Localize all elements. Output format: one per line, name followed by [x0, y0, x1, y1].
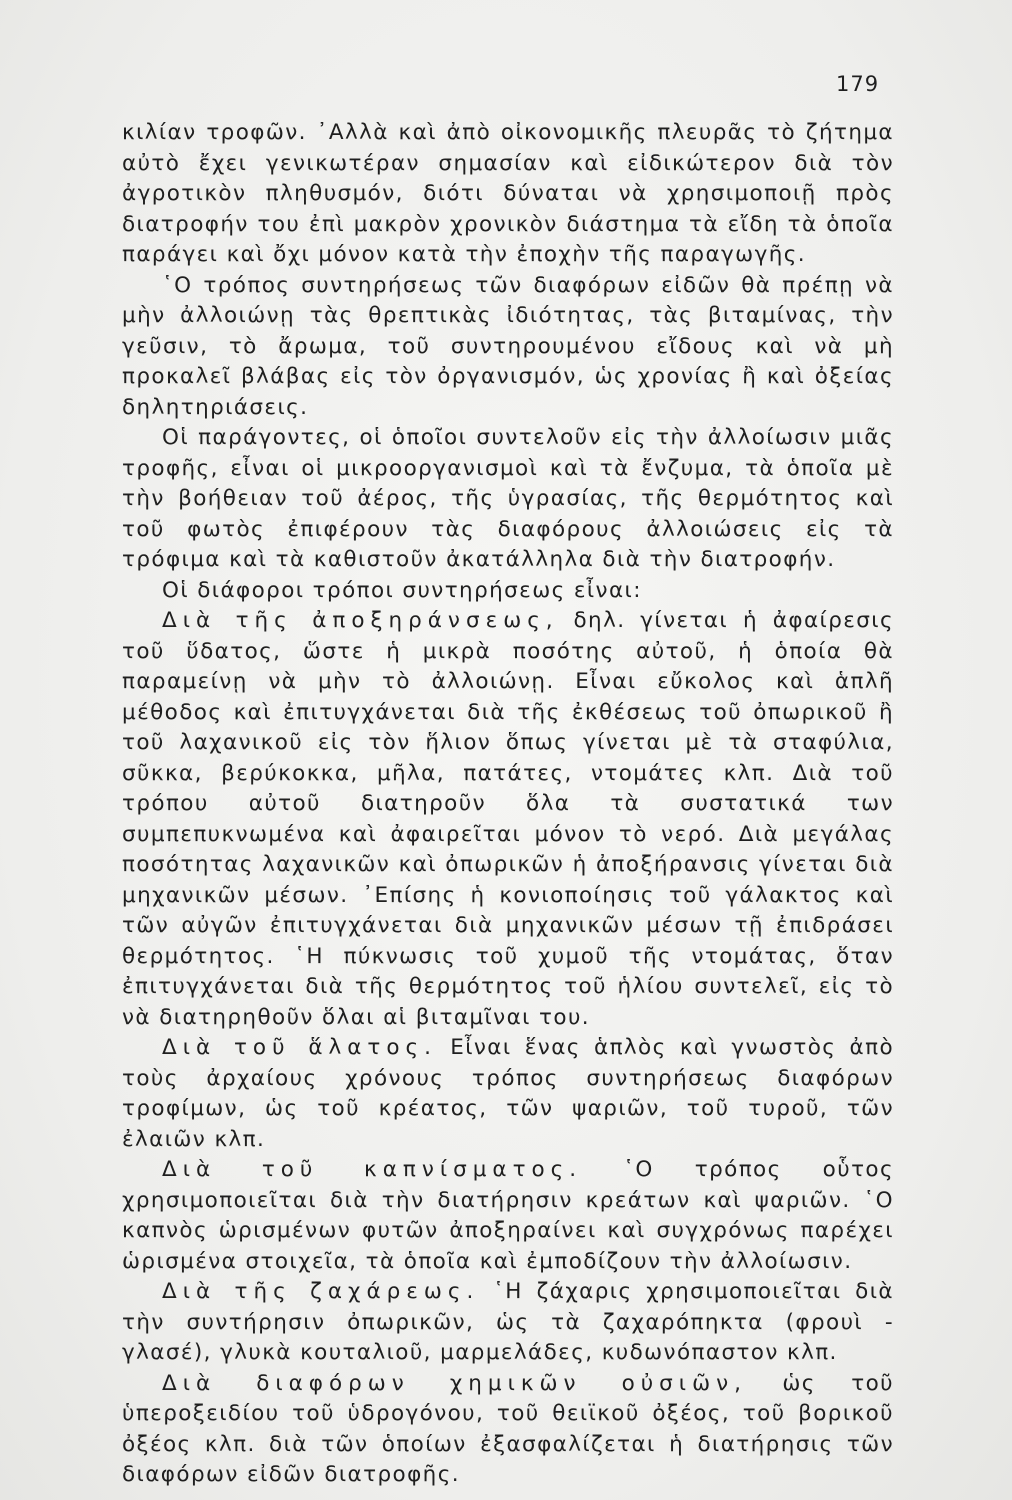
section-lead: Διὰ τῆς ζαχάρεως. — [162, 1279, 480, 1304]
paragraph-4 — [122, 576, 894, 607]
paragraph-text: ῾Η ζάχαρις χρησιμοποιεῖται διὰ τὴν συντήρησιν ὀπωρικῶν, ὡς τὰ ζαχαρόπηκτα (φρουὶ - γλασέ), γλυκὰ κουταλιοῦ, μαρμελάδες, κυδωνόπαστον κλπ. — [122, 1279, 894, 1365]
section-lead: Διὰ τῆς ἀποξηράνσεως, — [162, 608, 559, 633]
paragraph-5 — [122, 606, 894, 1033]
paragraph-6 — [122, 1033, 894, 1155]
paragraph-1 — [122, 118, 894, 271]
section-lead: Διὰ τοῦ καπνίσματος. — [162, 1157, 583, 1182]
section-lead: Διὰ διαφόρων χημικῶν οὐσιῶν, — [162, 1370, 747, 1396]
paragraph-text: Εἶναι ἕνας ἁπλὸς καὶ γνωστὸς ἀπὸ τοὺς ἀρχαίους χρόνους τρόπος συντηρήσεως διαφόρων τροφίμων, ὡς τοῦ κρέατος, τῶν ψαριῶν, τοῦ τυροῦ, τῶν ἐλαιῶν κλπ. — [122, 1035, 894, 1152]
page-number: 179 — [836, 72, 880, 96]
paragraph-3 — [122, 423, 894, 576]
paragraph-2 — [122, 271, 894, 424]
body-text — [122, 118, 894, 1491]
paragraph-9 — [122, 1369, 894, 1491]
section-lead: Διὰ τοῦ ἅλατος. — [162, 1035, 437, 1060]
paragraph-text: Οἱ διάφοροι τρόποι συντηρήσεως εἶναι: — [162, 577, 642, 603]
paragraph-text: δηλ. γίνεται ἡ ἀφαίρεσις τοῦ ὕδατος, ὥστε ἡ μικρὰ ποσότης αὐτοῦ, ἡ ὁποία θὰ παραμείνῃ νὰ μὴν τὸ ἀλλοιώνῃ. Εἶναι εὔκολος καὶ ἁπλῆ μέθοδος καὶ ἐπιτυγχάνεται διὰ τῆς ἐκθέσεως τοῦ ὀπωρικοῦ ἢ τοῦ λαχανικοῦ εἰς τὸν ἥλιον ὅπως γίνεται μὲ τὰ σταφύλια, σῦκκα, βερύκοκκα, μῆλα, πατάτες, ντομάτες κλπ. Διὰ τοῦ τρόπου αὐτοῦ διατηροῦν ὅλα τὰ συστατικά των συμπεπυκνωμένα καὶ ἀφαιρεῖται μόνον τὸ νερό. Διὰ μεγάλας ποσότητας λαχανικῶν καὶ ὀπωρικῶν ἡ ἀποξήρανσις γίνεται διὰ μηχανικῶν μέσων. ᾿Επίσης ἡ κονιοποίησις τοῦ γάλακτος καὶ τῶν αὐγῶν ἐπιτυγχάνεται διὰ μηχανικῶν μέσων τῇ ἐπιδράσει θερμότητος. ῾Η πύκνωσις τοῦ χυμοῦ τῆς ντομάτας, ὅταν ἐπιτυγχάνεται διὰ τῆς θερμότητος τοῦ ἡλίου συντελεῖ, εἰς τὸ νὰ διατηρηθοῦν ὅλαι αἱ βιταμῖναι του. — [122, 608, 894, 1030]
paragraph-text: κιλίαν τροφῶν. ᾿Αλλὰ καὶ ἀπὸ οἰκονομικῆς πλευρᾶς τὸ ζήτημα αὐτὸ ἔχει γενικωτέραν σημασίαν καὶ εἰδικώτερον διὰ τὸν ἀγροτικὸν πληθυσμόν, διότι δύναται νὰ χρησιμοποιῇ πρὸς διατροφήν του ἐπὶ μακρὸν χρονικὸν διάστημα τὰ εἴδη τὰ ὁποῖα παράγει καὶ ὄχι μόνον κατὰ τὴν ἐποχὴν τῆς παραγωγῆς. — [122, 120, 894, 267]
paragraph-text: ῾Ο τρόπος οὗτος χρησιμοποιεῖται διὰ τὴν διατήρησιν κρεάτων καὶ ψαριῶν. ῾Ο καπνὸς ὡρισμένων φυτῶν ἀποξηραίνει καὶ συγχρόνως παρέχει ὡρισμένα στοιχεῖα, τὰ ὁποῖα καὶ ἐμποδίζουν τὴν ἀλλοίωσιν. — [122, 1157, 894, 1274]
paragraph-text: ὡς τοῦ ὑπεροξειδίου τοῦ ὑδρογόνου, τοῦ θειϊκοῦ ὀξέος, τοῦ βορικοῦ ὀξέος κλπ. διὰ τῶν ὁποίων ἐξασφαλίζεται ἡ διατήρησις τῶν διαφόρων εἰδῶν διατροφῆς. — [122, 1370, 894, 1487]
paragraph-text: ῾Ο τρόπος συντηρήσεως τῶν διαφόρων εἰδῶν θὰ πρέπῃ νὰ μὴν ἀλλοιώνῃ τὰς θρεπτικὰς ἰδιότητας, τὰς βιταμίνας, τὴν γεῦσιν, τὸ ἄρωμα, τοῦ συντηρουμένου εἴδους καὶ νὰ μὴ προκαλεῖ βλάβας εἰς τὸν ὀργανισμόν, ὡς χρονίας ἢ καὶ ὀξείας δηλητηριάσεις. — [122, 272, 894, 420]
paragraph-8 — [122, 1277, 894, 1369]
paragraph-7 — [122, 1155, 894, 1277]
paragraph-text: Οἱ παράγοντες, οἱ ὁποῖοι συντελοῦν εἰς τὴν ἀλλοίωσιν μιᾶς τροφῆς, εἶναι οἱ μικροοργανισμοὶ καὶ τὰ ἔνζυμα, τὰ ὁποῖα μὲ τὴν βοήθειαν τοῦ ἀέρος, τῆς ὑγρασίας, τῆς θερμότητος καὶ τοῦ φωτὸς ἐπιφέρουν τὰς διαφόρους ἀλλοιώσεις εἰς τὰ τρόφιμα καὶ τὰ καθιστοῦν ἀκατάλληλα διὰ τὴν διατροφήν. — [122, 425, 894, 572]
